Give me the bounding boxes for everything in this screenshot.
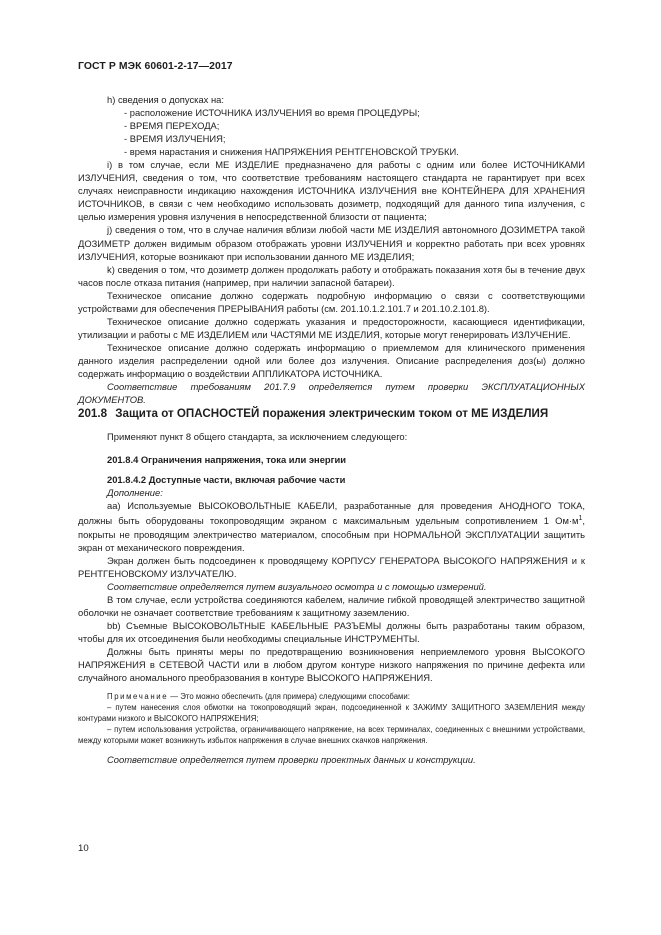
- compliance-statement: Соответствие требованиям 201.7.9 определяется путем проверки ЭКСПЛУАТАЦИОННЫХ ДОКУМЕНТОВ.: [78, 381, 585, 406]
- page-number: 10: [78, 843, 89, 854]
- subsection-heading: 201.8.4 Ограничения напряжения, тока или энергии: [107, 454, 347, 466]
- item-bb: bb) Съемные ВЫСОКОВОЛЬТНЫЕ КАБЕЛЬНЫЕ РАЗЪЕМЫ должны быть разработаны таким образом, чтобы для их отсоединения были необходимы специальные ИНСТРУМЕНТЫ.: [78, 619, 585, 644]
- subsection-heading: 201.8.4.2 Доступные части, включая рабочие части: [107, 474, 346, 486]
- addition-label: Дополнение:: [107, 487, 163, 499]
- item-h: h) сведения о допусках на:: [107, 94, 224, 105]
- note-item: – путем использования устройства, ограничивающего напряжение, на всех терминалах, соединенных с внешними устройствами, между которыми может возникнуть избыток напряжения в случае внешних скачков напряжения.: [78, 725, 585, 746]
- item-aa: aa) Используемые ВЫСОКОВОЛЬТНЫЕ КАБЕЛИ, разработанные для проведения АНОДНОГО ТОКА, должны быть оборудованы токопроводящим экраном с максимальным удельным сопротивлением 1 $Ом\cdot м^1$, покрыты не проводящим электричество материалом, способным при НОРМАЛЬНОЙ ЭКСПЛУАТАЦИИ защитить экран от механического повреждения.: [78, 500, 585, 553]
- list-item: - ВРЕМЯ ПЕРЕХОДА;: [124, 120, 220, 132]
- item-i: i) в том случае, если МЕ ИЗДЕЛИЕ предназначено для работы с одним или более ИСТОЧНИКАМИ ИЗЛУЧЕНИЯ, сведения о том, что соответствие требованиям настоящего стандарта не гарантирует при всех случаях неисправности индикацию нахождения ИСТОЧНИКА ИЗЛУЧЕНИЯ вне КОНТЕЙНЕРА ДЛЯ ХРАНЕНИЯ ИСТОЧНИКОВ, в связи с чем необходимо использовать дозиметр, подходящий для данного типа излучения, с целью измерения уровня излучения в непосредственной близости от пациента;: [78, 159, 585, 223]
- note-item: – путем нанесения слоя обмотки на токопроводящий экран, подсоединенной к ЗАЖИМУ ЗАЩИТНОГО ЗАЗЕМЛЕНИЯ между контурами низкого и ВЫСОКОГО НАПРЯЖЕНИЯ;: [78, 703, 585, 724]
- section-number: 201.8: [78, 407, 108, 421]
- paragraph: Техническое описание должно содержать указания и предосторожности, касающиеся идентификации, утилизации и работы с МЕ ИЗДЕЛИЕМ или ЧАСТЯМИ МЕ ИЗДЕЛИЯ, которые могут генерировать ИЗЛУЧЕНИЕ.: [78, 315, 585, 340]
- section-intro: Применяют пункт 8 общего стандарта, за исключением следующего:: [107, 431, 408, 443]
- note-label: Примечание: [107, 692, 169, 702]
- paragraph: В том случае, если устройства соединяются кабелем, наличие гибкой проводящей электричество защитной оболочки не означает соответствие требованиям к защитному заземлению.: [78, 593, 585, 618]
- item-j: j) сведения о том, что в случае наличия вблизи любой части МЕ ИЗДЕЛИЯ автономного ДОЗИМЕТРА такой ДОЗИМЕТР должен видимым образом отображать уровни ИЗЛУЧЕНИЯ и корректно работать при всех уровнях ИЗЛУЧЕНИЯ, которые возникают при использовании данного МЕ ИЗДЕЛИЯ;: [78, 224, 585, 262]
- document-body: [78, 93, 585, 766]
- list-item: - время нарастания и снижения НАПРЯЖЕНИЯ РЕНТГЕНОВСКОЙ ТРУБКИ.: [124, 146, 459, 158]
- paragraph: Техническое описание должно содержать подробную информацию о связи с соответствующими устройствами для обеспечения ПРЕРЫВАНИЯ работы (см. 201.10.1.2.101.7 и 201.10.2.101.8).: [78, 289, 585, 314]
- list-item: - расположение ИСТОЧНИКА ИЗЛУЧЕНИЯ во время ПРОЦЕДУРЫ;: [124, 107, 420, 119]
- compliance-statement: Соответствие определяется путем визуального осмотра и с помощью измерений.: [107, 580, 487, 592]
- item-k: k) сведения о том, что дозиметр должен продолжать работу и отображать показания хотя бы в течение двух часов после отказа питания (например, при наличии запасной батареи).: [78, 263, 585, 288]
- paragraph: Техническое описание должно содержать информацию о приемлемом для клинического применения данного изделия распределении одной или более доз излучения. Описание распределения доз(ы) должно содержать информацию о воздействии АППЛИКАТОРА ИСТОЧНИКА.: [78, 341, 585, 379]
- section-heading: [78, 406, 585, 421]
- note: Примечание — Это можно обеспечить (для примера) следующими способами:: [107, 692, 410, 702]
- superscript: 1: [578, 515, 583, 523]
- paragraph: Должны быть приняты меры по предотвращению возникновения неприемлемого уровня ВЫСОКОГО НАПРЯЖЕНИЯ в СЕТЕВОЙ ЧАСТИ или в любом другом контуре низкого напряжения по причине дефекта или случайного аномального преобразования в контуре ВЫСОКОГО НАПРЯЖЕНИЯ.: [78, 645, 585, 684]
- document-header: ГОСТ Р МЭК 60601-2-17—2017: [78, 61, 233, 72]
- paragraph: Экран должен быть подсоединен к проводящему КОРПУСУ ГЕНЕРАТОРА ВЫСОКОГО НАПРЯЖЕНИЯ и к РЕНТГЕНОВСКОМУ ИЗЛУЧАТЕЛЮ.: [78, 554, 585, 579]
- compliance-statement: Соответствие определяется путем проверки проектных данных и конструкции.: [107, 754, 476, 766]
- list-item: - ВРЕМЯ ИЗЛУЧЕНИЯ;: [124, 133, 226, 145]
- section-title: Защита от ОПАСНОСТЕЙ поражения электрическим током от МЕ ИЗДЕЛИЯ: [115, 407, 549, 421]
